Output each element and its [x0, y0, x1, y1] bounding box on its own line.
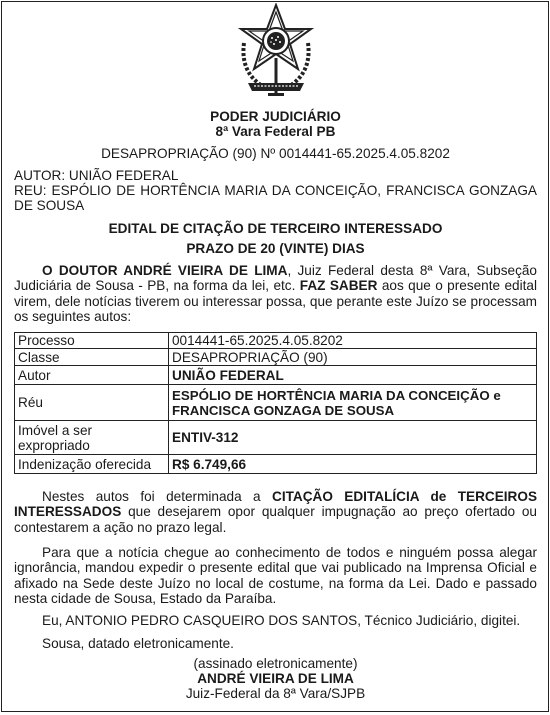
party-reu: REU: ESPÓLIO DE HORTÊNCIA MARIA DA CONCEIÇÃO, FRANCISCA GONZAGA DE SOUSA — [14, 183, 537, 214]
table-row — [15, 366, 537, 385]
row-value: DESAPROPRIAÇÃO (90) — [169, 349, 537, 366]
process-table — [14, 332, 537, 474]
row-value: ENTIV-312 — [169, 421, 537, 455]
row-value: 0014441-65.2025.4.05.8202 — [169, 333, 537, 349]
table-row — [15, 385, 537, 421]
table-row — [15, 455, 537, 474]
row-value: ESPÓLIO DE HORTÊNCIA MARIA DA CONCEIÇÃO e FRANCISCA GONZAGA DE SOUSA — [169, 385, 537, 421]
faz-saber: FAZ SABER — [299, 278, 378, 294]
p1-text-a: Nestes autos foi determinada a — [42, 489, 272, 504]
intro-text-2: aos que o presente edital virem, dele notícias tiverem ou interessar possa, que perante este Juízo se processam os seguintes autos: — [14, 278, 537, 325]
table-row — [15, 333, 537, 349]
party-autor: AUTOR: UNIÃO FEDERAL — [14, 168, 179, 183]
signature-note: (assinado eletronicamente) — [193, 656, 358, 671]
row-label: Processo — [15, 333, 169, 349]
body-paragraph-1 — [14, 489, 537, 535]
row-value: UNIÃO FEDERAL — [169, 366, 537, 385]
body-paragraph-4: Sousa, datado eletronicamente. — [42, 636, 234, 651]
court-name: PODER JUDICIÁRIO — [210, 109, 341, 124]
edital-deadline: PRAZO DE 20 (VINTE) DIAS — [186, 241, 365, 256]
row-label: Imóvel a ser expropriado — [15, 421, 169, 455]
signature-role: Juiz-Federal da 8ª Vara/SJPB — [185, 686, 366, 701]
process-line: DESAPROPRIAÇÃO (90) Nº 0014441-65.2025.4.05.8202 — [101, 146, 450, 161]
table-row — [15, 421, 537, 455]
p1-text-c: que desejarem opor qualquer impugnação ao preço ofertado ou contestarem a ação no prazo legal. — [14, 504, 537, 535]
body-paragraph-3: Eu, ANTONIO PEDRO CASQUEIRO DOS SANTOS, Técnico Judiciário, digitei. — [42, 613, 521, 628]
intro-text-1: , Juiz Federal desta 8ª Vara, Subseção Judiciária de Sousa - PB, na forma da lei, etc. — [14, 263, 537, 294]
p1-citation: CITAÇÃO EDITALÍCIA de TERCEIROS INTERESSADOS — [14, 489, 538, 520]
row-label: Classe — [15, 349, 169, 366]
brazil-coat-of-arms-emblem — [234, 3, 318, 103]
row-label: Réu — [15, 385, 169, 421]
edital-title: EDITAL DE CITAÇÃO DE TERCEIRO INTERESSADO — [108, 221, 443, 236]
table-row — [15, 349, 537, 366]
judge-name: O DOUTOR ANDRÉ VIEIRA DE LIMA — [42, 263, 288, 278]
intro-paragraph — [14, 263, 537, 325]
body-paragraph-2: Para que a notícia chegue ao conhecimento de todos e ninguém possa alegar ignorância, mandou expedir o presente edital que vai publicado na Imprensa Oficial e afixado na Sede deste Juízo no local de costume, na forma da Lei. Dado e passado nesta cidade de Sousa, Estado da Paraíba. — [14, 545, 537, 607]
row-label: Indenização oferecida — [15, 455, 169, 474]
vara-name: 8ª Vara Federal PB — [215, 124, 336, 139]
row-label: Autor — [15, 366, 169, 385]
signature-name: ANDRÉ VIEIRA DE LIMA — [197, 671, 354, 686]
row-value: R$ 6.749,66 — [169, 455, 537, 474]
